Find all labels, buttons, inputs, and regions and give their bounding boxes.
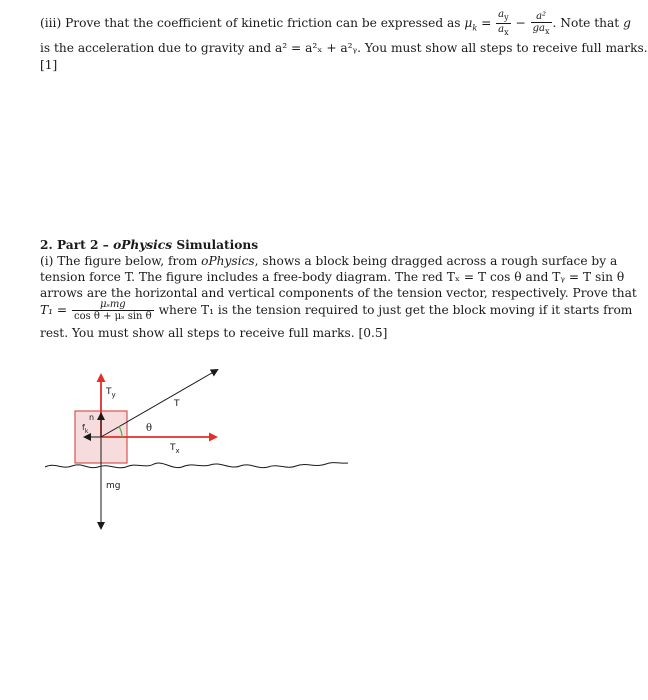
part-2-line-4-end: where T₁ is the tension required to just get the block moving if it starts from (154, 303, 633, 317)
t1-denominator: cos θ + μₛ sin θ (73, 311, 152, 322)
equals-sign: = (477, 16, 496, 30)
part-2-line-2: tension force T. The figure includes a free-body diagram. The red Tₓ = T cos θ and Tᵧ = T sin θ (40, 270, 625, 284)
part-2-heading-italic: oPhysics (113, 238, 173, 252)
frac2-den-sub: x (545, 26, 550, 36)
part-2-line-1-b: , shows a block being dragged across a rough surface by a (254, 254, 618, 268)
frac1-denominator: a (498, 24, 505, 35)
part-2-heading-number: 2. Part 2 – (40, 238, 114, 252)
part-2-line-5: rest. You must show all steps to receive full marks. [0.5] (40, 326, 388, 340)
frac1-numerator: a (498, 9, 505, 20)
t1-lhs: T₁ = (40, 303, 71, 317)
minus-sign: − (511, 16, 530, 30)
frac1-den-sub: x (504, 28, 509, 37)
mu-symbol: μ (464, 16, 473, 30)
tx-label: $T_x$ (170, 443, 180, 455)
theta-label: θ (146, 423, 153, 434)
part-2-line-1-italic: oPhysics (201, 254, 255, 268)
n-label: n (89, 413, 95, 422)
part-2-line-1-a: (i) The figure below, from (40, 254, 202, 268)
part-2-heading-end: Simulations (172, 238, 259, 252)
note-text: . Note that (552, 16, 624, 30)
frac1-num-sub: y (504, 13, 509, 22)
ty-label: $T_y$ (106, 387, 116, 399)
part-2-line-3: arrows are the horizontal and vertical components of the tension vector, respectively. Prove that (40, 286, 637, 300)
part-iii-marks: [1] (40, 58, 58, 72)
fk-label: $f_k$ (82, 423, 89, 435)
part-iii-line-2: is the acceleration due to gravity and a² = a²ₓ + a²ᵧ. You must show all steps to receive full marks. (40, 41, 648, 55)
part-iii-intro: (iii) Prove that the coefficient of kinetic friction can be expressed as (40, 16, 465, 30)
t1-numerator: μₛmg (99, 299, 126, 310)
frac2-denominator: ga (532, 22, 546, 34)
mg-label: mg (106, 481, 121, 491)
mu-subscript: k (472, 23, 478, 33)
t-label: T (174, 399, 180, 409)
tension-arrow (101, 370, 217, 437)
gravity-symbol: g (623, 16, 631, 30)
frac2-numerator: a² (536, 10, 547, 22)
